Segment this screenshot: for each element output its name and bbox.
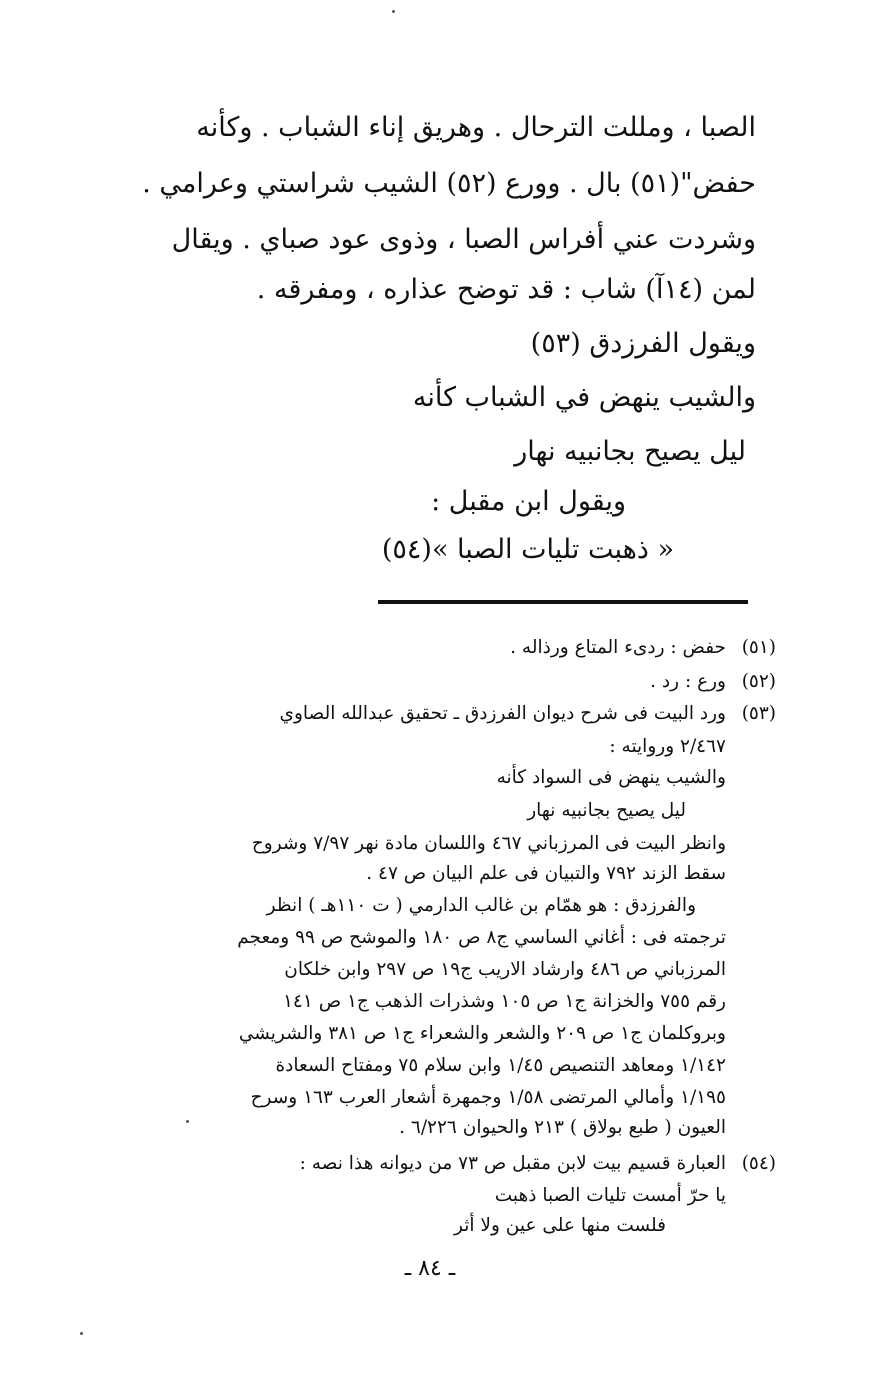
main-text-line-4: لمن (١٤آ) شاب : قد توضح عذاره ، ومفرقه . xyxy=(256,274,756,305)
footnote-54-line-2: يا حرّ أمست تليات الصبا ذهبت xyxy=(494,1185,726,1206)
verse-line-1: ليل يصيح بجانبيه نهار xyxy=(514,436,746,467)
footnote-53-line-8: ترجمته فى : أغاني الساسي ج٨ ص ١٨٠ والموشح ص ٩٩ ومعجم xyxy=(237,927,726,948)
footnote-53-line-3: والشيب ينهض فى السواد كأنه xyxy=(496,767,726,788)
main-text-line-6: والشيب ينهض في الشباب كأنه xyxy=(412,382,756,413)
footnote-52 xyxy=(650,668,776,695)
verse-intro-2: ويقول ابن مقبل : xyxy=(431,486,626,517)
main-text-line-2: حفض"(٥١) بال . وورع (٥٢) الشيب شراستي وعرامي . xyxy=(142,168,756,199)
scan-speck xyxy=(392,10,395,13)
footnote-text: حفض : ردىء المتاع ورذاله . xyxy=(510,637,726,658)
footnote-text: ورد البيت فى شرح ديوان الفرزدق ـ تحقيق عبدالله الصاوي xyxy=(279,703,726,724)
footnote-53-line-4: ليل يصيح بجانبيه نهار xyxy=(527,800,686,821)
footnote-53-line-7: والفرزدق : هو همّام بن غالب الدارمي ( ت ١١٠هـ ) انظر xyxy=(266,895,696,916)
main-text-line-5: ويقول الفرزدق (٥٣) xyxy=(530,328,756,359)
scan-speck xyxy=(186,1120,189,1123)
footnote-separator-rule xyxy=(378,600,748,604)
footnote-54 xyxy=(300,1150,776,1177)
footnote-53-line-14: العيون ( طبع بولاق ) ٢١٣ والحيوان ٦/٢٢٦ . xyxy=(399,1117,726,1138)
main-text-line-1: الصبا ، ومللت الترحال . وهريق إناء الشباب . وكأنه xyxy=(196,112,756,143)
scan-speck xyxy=(80,1332,83,1335)
footnote-53-line-10: رقم ٧٥٥ والخزانة ج١ ص ١٠٥ وشذرات الذهب ج١ ص ١٤١ xyxy=(283,991,726,1012)
footnote-number: (٥٢) xyxy=(741,671,776,692)
footnote-number: (٥١) xyxy=(741,637,776,658)
footnote-number: (٥٣) xyxy=(741,703,776,724)
main-text-line-3: وشردت عني أفراس الصبا ، وذوى عود صباي . ويقال xyxy=(171,224,756,255)
footnote-text: العبارة قسيم بيت لابن مقبل ص ٧٣ من ديوانه هذا نصه : xyxy=(299,1153,726,1174)
verse-line-2: « ذهبت تليات الصبا »(٥٤) xyxy=(381,534,674,565)
footnote-53-line-9: المرزباني ص ٤٨٦ وارشاد الاريب ج١٩ ص ٢٩٧ وابن خلكان xyxy=(284,959,726,980)
footnote-text: ورع : رد . xyxy=(650,671,726,692)
footnote-53-line-12: ١/١٤٢ ومعاهد التنصيص ١/٤٥ وابن سلام ٧٥ ومفتاح السعادة xyxy=(275,1055,726,1076)
footnote-53-line-13: ١/١٩٥ وأمالي المرتضى ١/٥٨ وجمهرة أشعار العرب ١٦٣ وسرح xyxy=(250,1087,726,1108)
footnote-54-line-3: فلست منها على عين ولا أثر xyxy=(454,1215,666,1236)
footnote-number: (٥٤) xyxy=(741,1153,776,1174)
footnote-53 xyxy=(280,700,777,727)
footnote-53-line-11: وبروكلمان ج١ ص ٢٠٩ والشعر والشعراء ج١ ص ٣٨١ والشريشي xyxy=(238,1023,726,1044)
footnote-53-line-5: وانظر البيت فى المرزباني ٤٦٧ واللسان مادة نهر ٧/٩٧ وشروح xyxy=(251,833,726,854)
footnote-53-line-6: سقط الزند ٧٩٢ والتبيان فى علم البيان ص ٤٧ . xyxy=(366,863,726,884)
footnote-53-line-2: ٢/٤٦٧ وروايته : xyxy=(609,736,726,757)
page-number: ـ ٨٤ ـ xyxy=(404,1256,456,1281)
footnote-51 xyxy=(510,634,776,661)
